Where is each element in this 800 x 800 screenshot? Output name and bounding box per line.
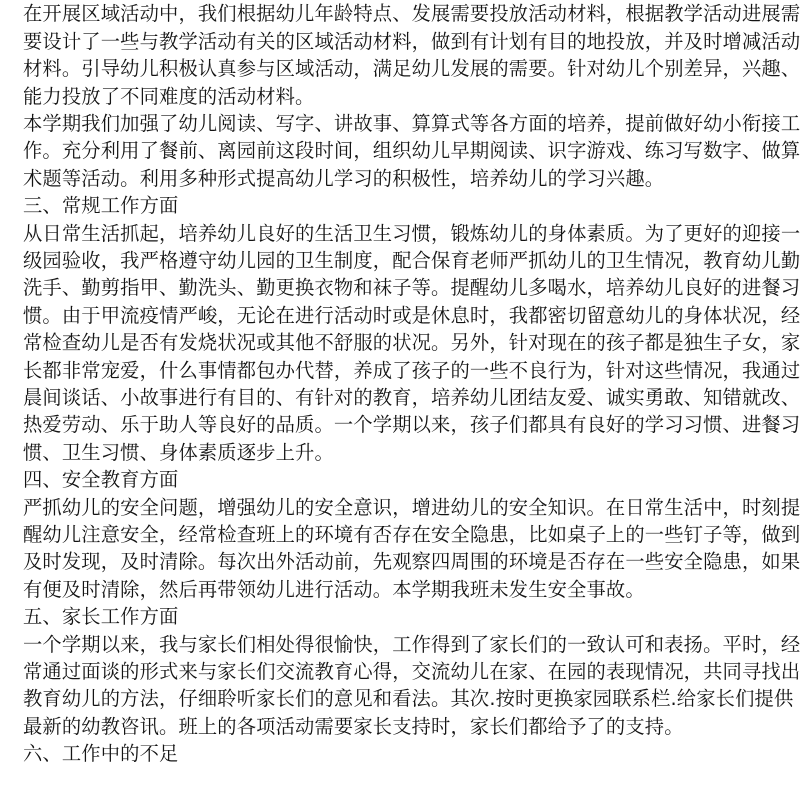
text-line: 有便及时清除，然后再带领幼儿进行活动。本学期我班未发生安全事故。	[23, 577, 645, 601]
text-line: 级园验收，我严格遵守幼儿园的卫生制度，配合保育老师严抓幼儿的卫生情况，教育幼儿勤	[23, 249, 800, 272]
text-line: 洗手、勤剪指甲、勤洗头、勤更换衣物和袜子等。提醒幼儿多喝水，培养幼儿良好的进餐习	[23, 276, 800, 300]
text-line: 最新的幼教咨讯。班上的各项活动需要家长支持时，家长们都给予了的支持。	[23, 714, 684, 738]
text-line: 要设计了一些与教学活动有关的区域活动材料，做到有计划有目的地投放，并及时增减活动	[23, 29, 800, 53]
text-line: 及时发现，及时清除。每次出外活动前，先观察四周围的环境是否存在一些安全隐患，如果	[23, 550, 800, 574]
text-line: 常通过面谈的形式来与家长们交流教育心得，交流幼儿在家、在园的表现情况，共同寻找出	[23, 660, 800, 683]
text-line: 惯、卫生习惯、身体素质逐步上升。	[23, 440, 334, 464]
text-line: 术题等活动。利用多种形式提高幼儿学习的积极性，培养幼儿的学习兴趣。	[23, 166, 665, 190]
text-line: 作。充分利用了餐前、离园前这段时间，组织幼儿早期阅读、识字游戏、练习写数字、做算	[23, 139, 800, 163]
text-line: 常检查幼儿是否有发烧状况或其他不舒服的状况。另外，针对现在的孩子都是独生子女，家	[23, 331, 800, 355]
section-heading: 三、常规工作方面	[23, 194, 179, 218]
text-line: 在开展区域活动中，我们根据幼儿年龄特点、发展需要投放活动材料，根据教学活动进展需	[23, 2, 800, 26]
text-line: 材料。引导幼儿积极认真参与区域活动，满足幼儿发展的需要。针对幼儿个别差异，兴趣、	[23, 57, 800, 81]
text-line: 从日常生活抓起，培养幼儿良好的生活卫生习惯，锻炼幼儿的身体素质。为了更好的迎接一	[23, 221, 800, 245]
text-line: 惯。由于甲流疫情严峻，无论在进行活动时或是休息时，我都密切留意幼儿的身体状况，经	[23, 303, 800, 327]
text-line: 热爱劳动、乐于助人等良好的品质。一个学期以来，孩子们都具有良好的学习习惯、进餐习	[23, 413, 800, 437]
text-line: 醒幼儿注意安全，经常检查班上的环境有否存在安全隐患，比如桌子上的一些钉子等，做到	[23, 523, 800, 546]
section-heading: 五、家长工作方面	[23, 605, 179, 629]
text-line: 能力投放了不同难度的活动材料。	[23, 84, 315, 108]
text-line: 教育幼儿的方法，仔细聆听家长们的意见和看法。其次.按时更换家园联系栏.给家长们提供	[23, 687, 794, 711]
text-line: 一个学期以来，我与家长们相处得很愉快，工作得到了家长们的一致认可和表扬。平时，经	[23, 632, 800, 656]
section-heading: 六、工作中的不足	[23, 742, 179, 766]
text-line: 本学期我们加强了幼儿阅读、写字、讲故事、算算式等各方面的培养，提前做好幼小衔接工	[23, 112, 800, 135]
text-line: 晨间谈话、小故事进行有目的、有针对的教育，培养幼儿团结友爱、诚实勇敢、知错就改、	[23, 386, 800, 409]
text-line: 严抓幼儿的安全问题，增强幼儿的安全意识，增进幼儿的安全知识。在日常生活中，时刻提	[23, 495, 800, 519]
section-heading: 四、安全教育方面	[23, 468, 179, 492]
text-line: 长都非常宠爱，什么事情都包办代替，养成了孩子的一些不良行为，针对这些情况，我通过	[23, 358, 800, 382]
